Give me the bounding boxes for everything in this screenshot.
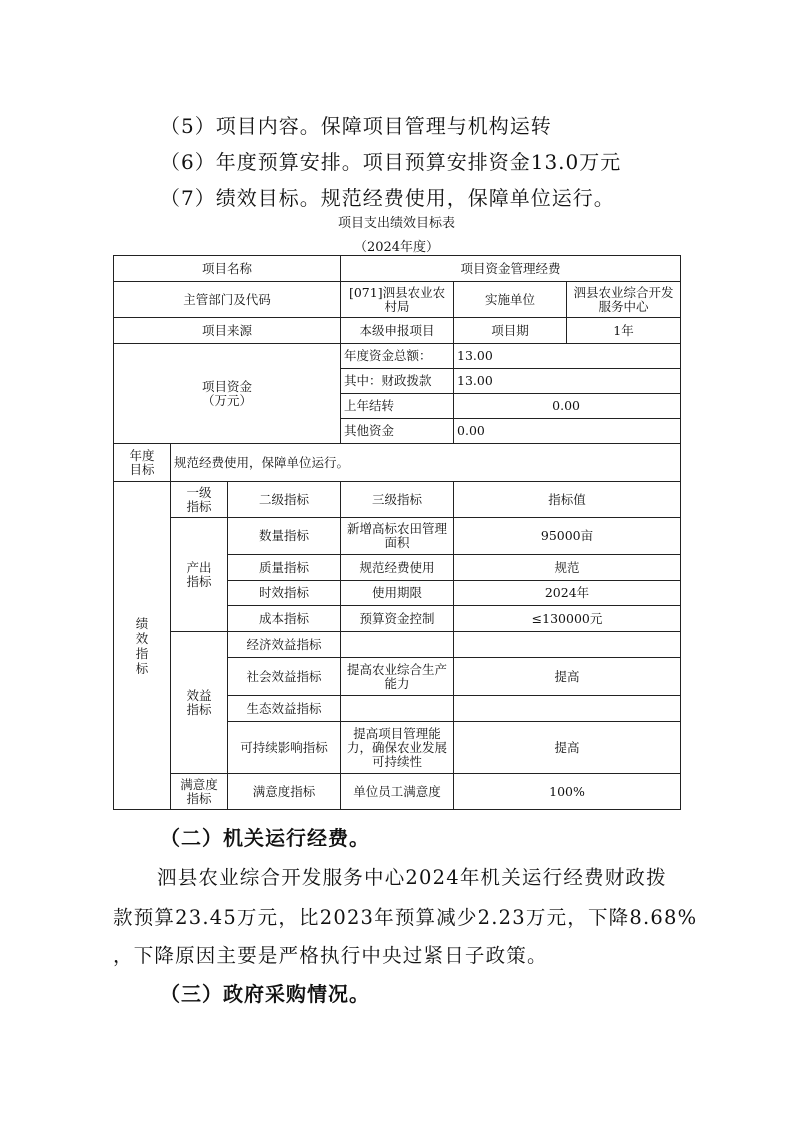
intro-line-6: （6）年度预算安排。项目预算安排资金13.0万元 — [160, 150, 622, 174]
fund-total-value: 13.00 — [454, 344, 681, 369]
performance-target-table — [113, 255, 681, 810]
satisfaction-l2: 满意度指标 — [228, 774, 341, 810]
benefit-value: 提高 — [454, 658, 681, 696]
section2-line-1: 泗县农业综合开发服务中心2024年机关运行经费财政拨 — [157, 866, 667, 889]
fund-fiscal-label: 其中：财政拨款 — [341, 369, 454, 394]
satisfaction-label — [171, 774, 228, 810]
intro-line-7: （7）绩效目标。规范经费使用，保障单位运行。 — [160, 186, 615, 210]
intro-line-5: （5）项目内容。保障项目管理与机构运转 — [160, 114, 552, 138]
output-value: 规范 — [454, 555, 681, 581]
funds-label-text: 项目资金（万元） — [201, 378, 252, 408]
benefit-l3: 提高项目管理能力，确保农业发展可持续性 — [341, 722, 454, 774]
satisfaction-value: 100% — [454, 774, 681, 810]
output-label-text: 产出指标 — [186, 559, 212, 589]
output-l2: 时效指标 — [228, 581, 341, 606]
output-value: ≤130000元 — [454, 606, 681, 632]
project-name-label: 项目名称 — [114, 256, 341, 282]
table-row — [114, 344, 681, 369]
benefit-l2: 经济效益指标 — [228, 632, 341, 658]
project-name-value: 项目资金管理经费 — [341, 256, 681, 282]
output-l2: 成本指标 — [228, 606, 341, 632]
funds-label — [114, 344, 341, 444]
goal-value: 规范经费使用，保障单位运行。 — [171, 444, 681, 482]
dept-label: 主管部门及代码 — [114, 282, 341, 318]
source-label: 项目来源 — [114, 318, 341, 344]
table-row — [114, 444, 681, 482]
header-level2: 二级指标 — [228, 482, 341, 518]
perf-label — [114, 482, 171, 810]
fund-total-label: 年度资金总额： — [341, 344, 454, 369]
satisfaction-label-text: 满意度指标 — [180, 776, 218, 806]
goal-label-text: 年度目标 — [129, 447, 155, 477]
fund-carryover-label: 上年结转 — [341, 394, 454, 419]
fund-carryover-value: 0.00 — [454, 394, 681, 419]
impl-value: 泗县农业综合开发服务中心 — [567, 282, 681, 318]
table-title: 项目支出绩效目标表 — [337, 216, 455, 231]
impl-label: 实施单位 — [454, 282, 567, 318]
benefit-value: 提高 — [454, 722, 681, 774]
table-row — [114, 774, 681, 810]
benefit-label-text: 效益指标 — [186, 687, 212, 717]
output-l3: 规范经费使用 — [341, 555, 454, 581]
output-l3: 新增高标农田管理面积 — [341, 518, 454, 555]
output-value: 2024年 — [454, 581, 681, 606]
benefit-l3: 提高农业综合生产能力 — [341, 658, 454, 696]
period-value: 1年 — [567, 318, 681, 344]
benefit-value — [454, 632, 681, 658]
benefit-label — [171, 632, 228, 774]
table-year: （2024年度） — [353, 240, 440, 255]
header-level1-text: 一级指标 — [186, 484, 212, 514]
table-row — [114, 318, 681, 344]
table-row — [114, 632, 681, 658]
section2-line-2: 款预算23.45万元，比2023年预算减少2.23万元，下降8.68% — [113, 906, 698, 929]
satisfaction-l3: 单位员工满意度 — [341, 774, 454, 810]
benefit-l2: 社会效益指标 — [228, 658, 341, 696]
section3-heading: （三）政府采购情况。 — [160, 982, 370, 1006]
table-row — [114, 282, 681, 318]
goal-label — [114, 444, 171, 482]
table-row — [114, 482, 681, 518]
section2-line-3: ，下降原因主要是严格执行中央过紧日子政策。 — [113, 944, 548, 967]
header-level1 — [171, 482, 228, 518]
header-value: 指标值 — [454, 482, 681, 518]
output-l2: 质量指标 — [228, 555, 341, 581]
fund-other-label: 其他资金 — [341, 419, 454, 444]
source-value: 本级申报项目 — [341, 318, 454, 344]
benefit-value — [454, 696, 681, 722]
fund-fiscal-value: 13.00 — [454, 369, 681, 394]
table-row — [114, 518, 681, 555]
period-label: 项目期 — [454, 318, 567, 344]
benefit-l2: 生态效益指标 — [228, 696, 341, 722]
output-l2: 数量指标 — [228, 518, 341, 555]
output-label — [171, 518, 228, 632]
fund-other-value: 0.00 — [454, 419, 681, 444]
output-value: 95000亩 — [454, 518, 681, 555]
section2-heading: （二）机关运行经费。 — [160, 826, 370, 850]
perf-label-text: 绩效指标 — [135, 615, 149, 676]
output-l3: 使用期限 — [341, 581, 454, 606]
benefit-l3 — [341, 632, 454, 658]
benefit-l3 — [341, 696, 454, 722]
benefit-l2: 可持续影响指标 — [228, 722, 341, 774]
header-level3: 三级指标 — [341, 482, 454, 518]
dept-value: [071]泗县农业农村局 — [341, 282, 454, 318]
table-row — [114, 256, 681, 282]
output-l3: 预算资金控制 — [341, 606, 454, 632]
